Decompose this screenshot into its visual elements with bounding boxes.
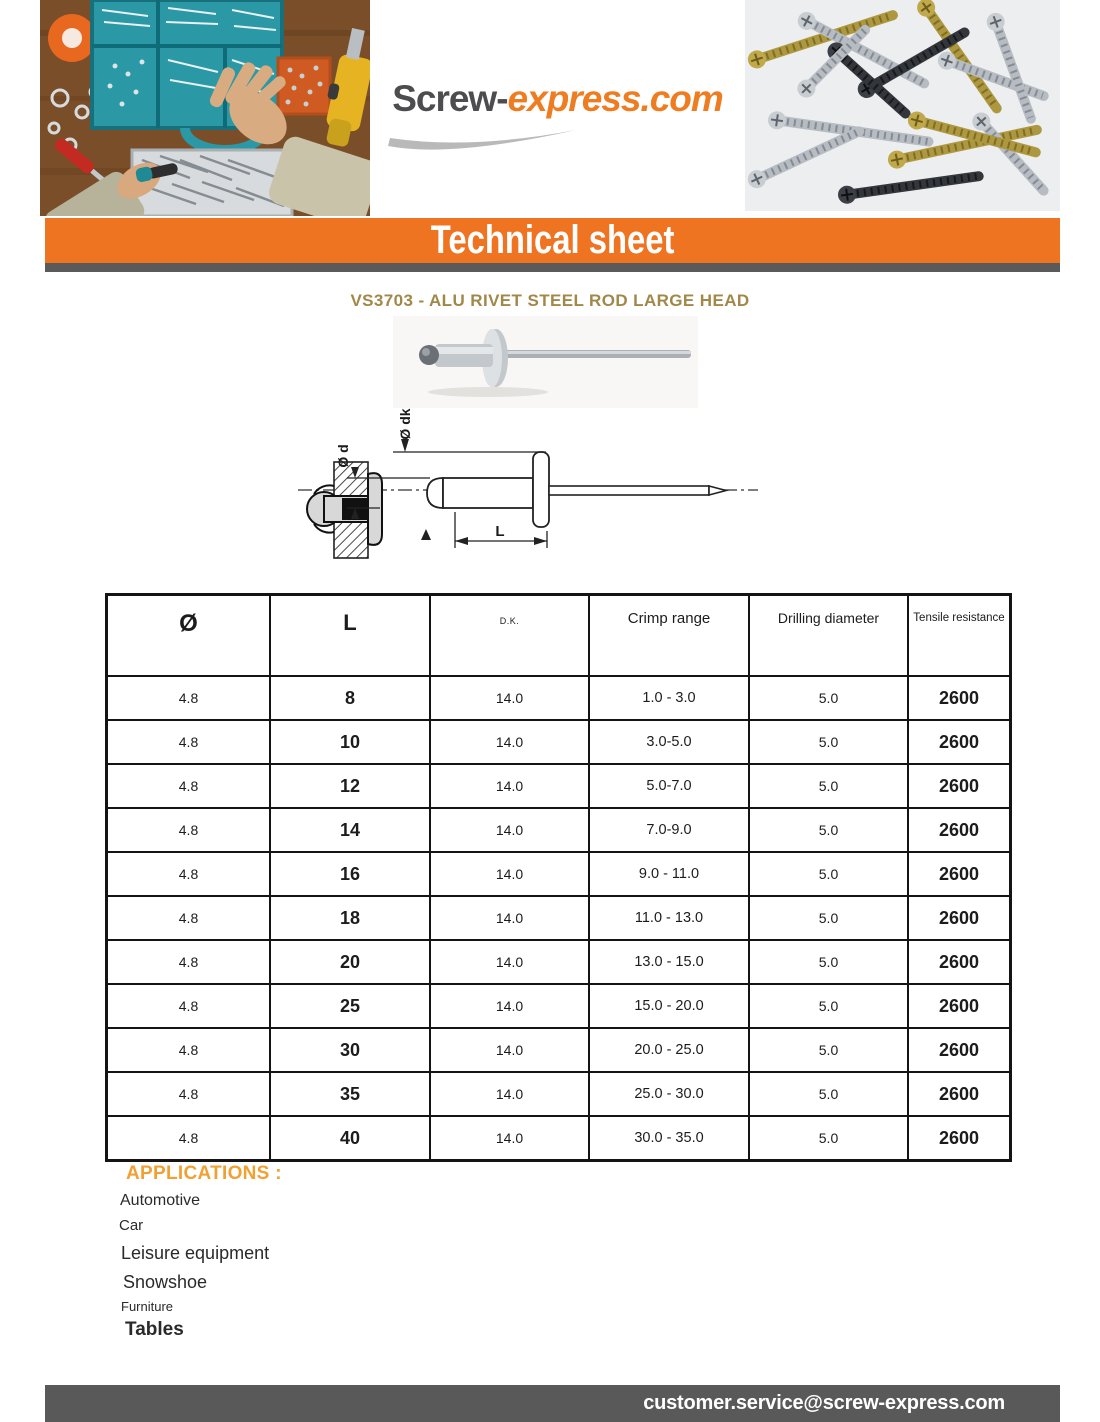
- table-cell: 14.0: [430, 1028, 589, 1072]
- table-cell: 4.8: [107, 852, 271, 896]
- table-cell: 2600: [908, 676, 1011, 720]
- table-cell: 4.8: [107, 676, 271, 720]
- table-head: [107, 595, 1011, 677]
- table-cell: 20: [270, 940, 430, 984]
- diagram-dim-dk: [393, 408, 546, 452]
- table-cell: 14.0: [430, 896, 589, 940]
- table-cell: 25.0 - 30.0: [589, 1072, 749, 1116]
- table-cell: 9.0 - 11.0: [589, 852, 749, 896]
- table-row: [107, 984, 1011, 1028]
- table-cell: 5.0: [749, 1028, 908, 1072]
- diagram-label-dk: Ø dk: [397, 408, 413, 440]
- table-header-row: [107, 595, 1011, 677]
- banner: [45, 218, 1060, 263]
- table-row: [107, 940, 1011, 984]
- table-cell: 7.0-9.0: [589, 808, 749, 852]
- screws-photo-art: [745, 0, 1060, 211]
- table-cell: 3.0-5.0: [589, 720, 749, 764]
- diagram-label-d: Ø d: [335, 444, 351, 468]
- table-cell: 13.0 - 15.0: [589, 940, 749, 984]
- applications-heading: APPLICATIONS :: [126, 1163, 282, 1184]
- column-header-diameter: Ø: [107, 595, 271, 677]
- table-cell: 5.0: [749, 808, 908, 852]
- table-cell: 15.0 - 20.0: [589, 984, 749, 1028]
- column-header-tensile-resistance: Tensile resistance: [908, 595, 1011, 677]
- logo: [370, 0, 745, 216]
- application-item: Automotive: [120, 1192, 201, 1209]
- table-body: [107, 676, 1011, 1161]
- column-header-length: L: [270, 595, 430, 677]
- table-cell: 8: [270, 676, 430, 720]
- banner-title: Technical sheet: [430, 218, 675, 262]
- application-item: Car: [119, 1217, 144, 1234]
- column-header-crimp-range: Crimp range: [589, 595, 749, 677]
- logo-text-express: express.com: [507, 78, 723, 119]
- table-cell: 14.0: [430, 764, 589, 808]
- diagram-cross-section: [307, 462, 382, 558]
- table-row: [107, 676, 1011, 720]
- table-cell: 5.0: [749, 940, 908, 984]
- table-cell: 14.0: [430, 1116, 589, 1161]
- table-cell: 1.0 - 3.0: [589, 676, 749, 720]
- table-cell: 2600: [908, 1072, 1011, 1116]
- table-cell: 5.0: [749, 1072, 908, 1116]
- application-item: Tables: [125, 1319, 184, 1340]
- table-cell: 16: [270, 852, 430, 896]
- table-cell: 2600: [908, 1116, 1011, 1161]
- table-cell: 5.0-7.0: [589, 764, 749, 808]
- footer-email: customer.service@screw-express.com: [643, 1392, 1005, 1414]
- table-cell: 30.0 - 35.0: [589, 1116, 749, 1161]
- table-row: [107, 764, 1011, 808]
- diagram-label-L: L: [495, 523, 505, 540]
- spec-table: [105, 593, 1012, 1162]
- table-cell: 5.0: [749, 720, 908, 764]
- diagram-rivet-side-view: [427, 452, 726, 527]
- table-row: [107, 1116, 1011, 1161]
- application-item: Furniture: [121, 1299, 174, 1314]
- table-cell: 2600: [908, 1028, 1011, 1072]
- table-cell: 14.0: [430, 808, 589, 852]
- table-cell: 5.0: [749, 764, 908, 808]
- table-row: [107, 720, 1011, 764]
- table-cell: 2600: [908, 764, 1011, 808]
- table-cell: 14.0: [430, 984, 589, 1028]
- logo-text-screw: Screw-: [392, 78, 508, 119]
- table-cell: 14.0: [430, 720, 589, 764]
- table-cell: 2600: [908, 940, 1011, 984]
- column-header-dk: D.K.: [430, 595, 589, 677]
- applications-list: [119, 1192, 282, 1341]
- table-cell: 10: [270, 720, 430, 764]
- rivet-diagram: [290, 386, 770, 581]
- table-cell: 14.0: [430, 1072, 589, 1116]
- table-cell: 4.8: [107, 720, 271, 764]
- table-cell: 4.8: [107, 764, 271, 808]
- table-cell: 5.0: [749, 984, 908, 1028]
- table-cell: 4.8: [107, 896, 271, 940]
- table-cell: 4.8: [107, 1116, 271, 1161]
- application-item: Leisure equipment: [121, 1243, 270, 1263]
- table-cell: 11.0 - 13.0: [589, 896, 749, 940]
- table-row: [107, 1028, 1011, 1072]
- table-cell: 5.0: [749, 676, 908, 720]
- table-cell: 4.8: [107, 984, 271, 1028]
- workbench-photo: [40, 0, 370, 216]
- banner-underline: [45, 263, 1060, 272]
- table-cell: 20.0 - 25.0: [589, 1028, 749, 1072]
- table-row: [107, 808, 1011, 852]
- table-cell: 2600: [908, 720, 1011, 764]
- table-cell: 2600: [908, 852, 1011, 896]
- table-cell: 18: [270, 896, 430, 940]
- table-cell: 2600: [908, 984, 1011, 1028]
- page-title: VS3703 - ALU RIVET STEEL ROD LARGE HEAD: [350, 291, 750, 310]
- table-cell: 35: [270, 1072, 430, 1116]
- table-cell: 2600: [908, 808, 1011, 852]
- table-row: [107, 896, 1011, 940]
- table-cell: 14.0: [430, 676, 589, 720]
- table-cell: 2600: [908, 896, 1011, 940]
- diagram-dim-L: [421, 512, 547, 548]
- application-item: Snowshoe: [123, 1272, 208, 1292]
- table-cell: 4.8: [107, 1028, 271, 1072]
- table-cell: 12: [270, 764, 430, 808]
- table-cell: 4.8: [107, 808, 271, 852]
- applications-section: [119, 1163, 282, 1348]
- table-cell: 4.8: [107, 1072, 271, 1116]
- screws-photo: [745, 0, 1060, 211]
- table-cell: 14: [270, 808, 430, 852]
- table-cell: 30: [270, 1028, 430, 1072]
- table-cell: 40: [270, 1116, 430, 1161]
- table-row: [107, 1072, 1011, 1116]
- logo-swoosh: [380, 118, 580, 158]
- table-cell: 14.0: [430, 940, 589, 984]
- workbench-photo-art: [40, 0, 370, 216]
- table-row: [107, 852, 1011, 896]
- table-cell: 14.0: [430, 852, 589, 896]
- table-cell: 5.0: [749, 1116, 908, 1161]
- footer-bar: [45, 1385, 1060, 1422]
- table-cell: 5.0: [749, 852, 908, 896]
- table-cell: 4.8: [107, 940, 271, 984]
- logo-text: [370, 78, 745, 120]
- table-cell: 5.0: [749, 896, 908, 940]
- column-header-drilling-diameter: Drilling diameter: [749, 595, 908, 677]
- table-cell: 25: [270, 984, 430, 1028]
